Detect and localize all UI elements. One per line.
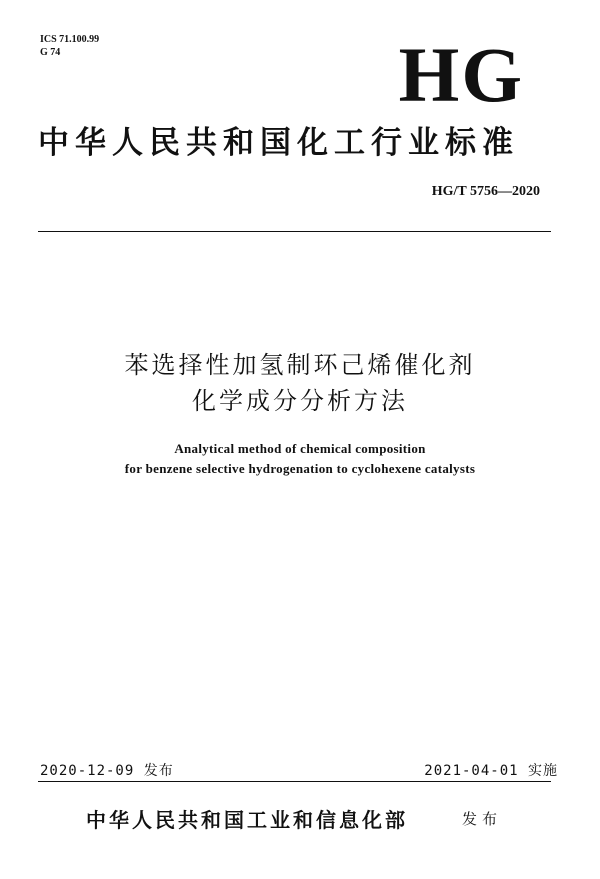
document-title-zh-line1: 苯选择性加氢制环己烯催化剂 bbox=[124, 351, 476, 379]
standard-category-title: 中华人民共和国化工行业标准 bbox=[38, 125, 519, 161]
implementation-date: 2021-04-01 实施 bbox=[424, 763, 558, 779]
document-title-zh-line2: 化学成分分析方法 bbox=[192, 387, 408, 415]
ccs-code: G 74 bbox=[40, 47, 61, 58]
hg-logo: HG bbox=[398, 31, 524, 118]
ics-code: ICS 71.100.99 bbox=[40, 34, 100, 45]
classification-codes bbox=[40, 33, 99, 59]
document-title-en-line1: Analytical method of chemical composition bbox=[174, 441, 426, 456]
document-title-en-line2: for benzene selective hydrogenation to cyclohexene catalysts bbox=[124, 461, 476, 476]
top-divider bbox=[38, 231, 551, 232]
standard-number: HG/T 5756—2020 bbox=[431, 184, 540, 199]
bottom-divider bbox=[38, 781, 551, 782]
issue-date: 2020-12-09 发布 bbox=[40, 763, 174, 779]
issue-action-label: 发布 bbox=[462, 810, 503, 828]
issuing-authority: 中华人民共和国工业和信息化部 bbox=[86, 808, 408, 832]
